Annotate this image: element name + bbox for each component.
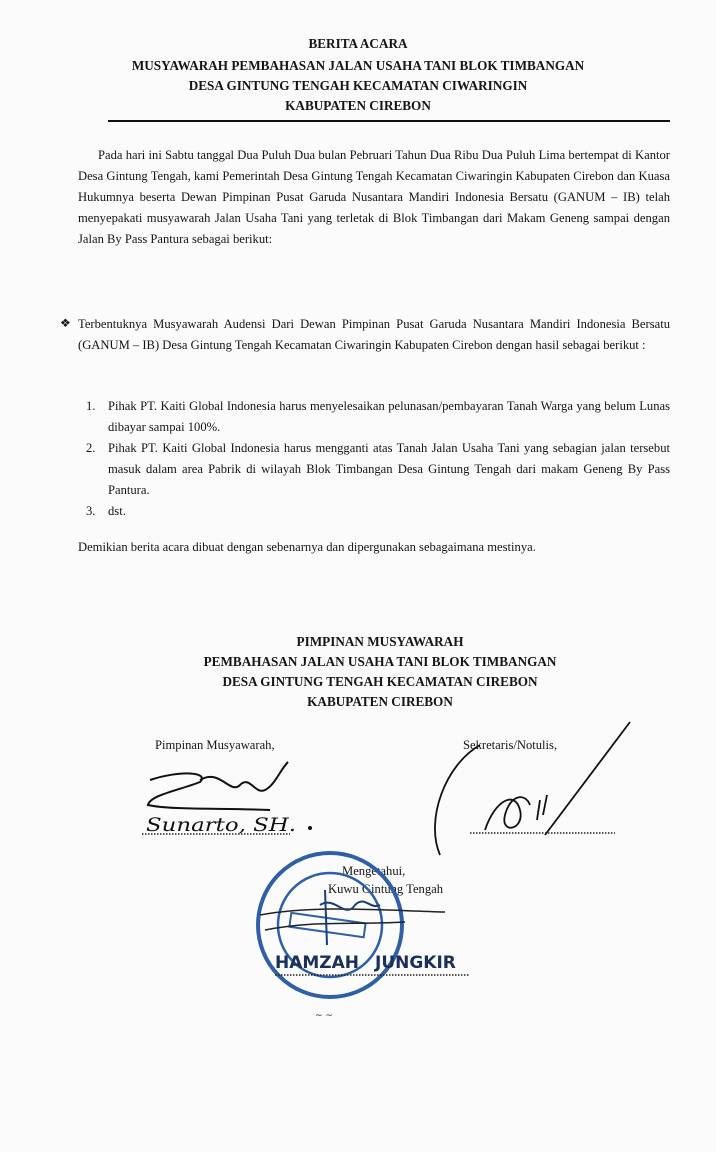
official-stamp	[255, 850, 515, 1030]
list-number: 3.	[86, 504, 96, 518]
bullet-paragraph: Terbentuknya Musyawarah Audensi Dari Dewan Pimpinan Pusat Garuda Nusantara Mandiri Indonesia Bersatu (GANUM – IB) Desa Gintung Tengah Kecamatan Ciwaringin Kabupaten Cirebon dengan hasil sebagai berikut :	[78, 317, 670, 352]
header-line-2: MUSYAWARAH PEMBAHASAN JALAN USAHA TANI BLOK TIMBANGAN	[131, 58, 585, 73]
signature-heading-3: DESA GINTUNG TENGAH KECAMATAN CIREBON	[222, 674, 538, 689]
svg-text:HAMZAH: HAMZAH	[275, 953, 360, 973]
list-text: Pihak PT. Kaiti Global Indonesia harus mengganti atas Tanah Jalan Usaha Tani yang sebagian jalan tersebut masuk dalam area Pabrik di wilayah Blok Timbangan Desa Gintung Tengah dari makam Geneng By Pass Pantura.	[108, 441, 670, 497]
leader-name: Sunarto, SH.	[146, 814, 296, 836]
list-text: Pihak PT. Kaiti Global Indonesia harus menyelesaikan pelunasan/pembayaran Tanah Warga yang belum Lunas dibayar sampai 100%.	[108, 399, 670, 434]
approval-label: Mengetahui,	[342, 864, 406, 878]
closing-paragraph: Demikian berita acara dibuat dengan sebenarnya dan dipergunakan sebagaimana mestinya.	[78, 540, 536, 554]
leader-signature	[140, 760, 360, 840]
secretary-signature	[425, 720, 645, 860]
svg-text:JUNGKIR: JUNGKIR	[375, 953, 456, 973]
svg-text:~ ~: ~ ~	[315, 1011, 333, 1021]
signature-heading-2: PEMBAHASAN JALAN USAHA TANI BLOK TIMBANGAN	[203, 654, 557, 669]
list-item	[86, 396, 670, 438]
approval-title: Kuwu Gintung Tengah	[328, 882, 444, 896]
list-text: dst.	[108, 504, 126, 518]
list-number: 2.	[86, 441, 96, 455]
secretary-label: Sekretaris/Notulis,	[463, 738, 558, 752]
opening-paragraph: Pada hari ini Sabtu tanggal Dua Puluh Dua bulan Pebruari Tahun Dua Ribu Dua Puluh Lima bertempat di Kantor Desa Gintung Tengah, kami Pemerintah Desa Gintung Tengah Kecamatan Ciwaringin Kabupaten Cirebon dan Kuasa Hukumnya beserta Dewan Pimpinan Pusat Garuda Nusantara Mandiri Indonesia Bersatu (GANUM – IB) telah menyepakati musyawarah Jalan Usaha Tani yang terletak di Blok Timbangan dari Makam Geneng sampai dengan Jalan By Pass Pantura sebagai berikut:	[78, 148, 670, 246]
signature-heading-1: PIMPINAN MUSYAWARAH	[296, 634, 464, 649]
list-number: 1.	[86, 399, 96, 413]
header-line-4: KABUPATEN CIREBON	[285, 98, 431, 113]
header-divider	[108, 120, 670, 122]
document-title: BERITA ACARA	[308, 36, 408, 51]
diamond-bullet-icon: ❖	[60, 316, 71, 330]
leader-label: Pimpinan Musyawarah,	[155, 738, 275, 752]
signature-heading-4: KABUPATEN CIREBON	[307, 694, 453, 709]
list-item	[86, 438, 670, 501]
list-item	[86, 501, 670, 522]
header-line-3: DESA GINTUNG TENGAH KECAMATAN CIWARINGIN	[188, 78, 528, 93]
